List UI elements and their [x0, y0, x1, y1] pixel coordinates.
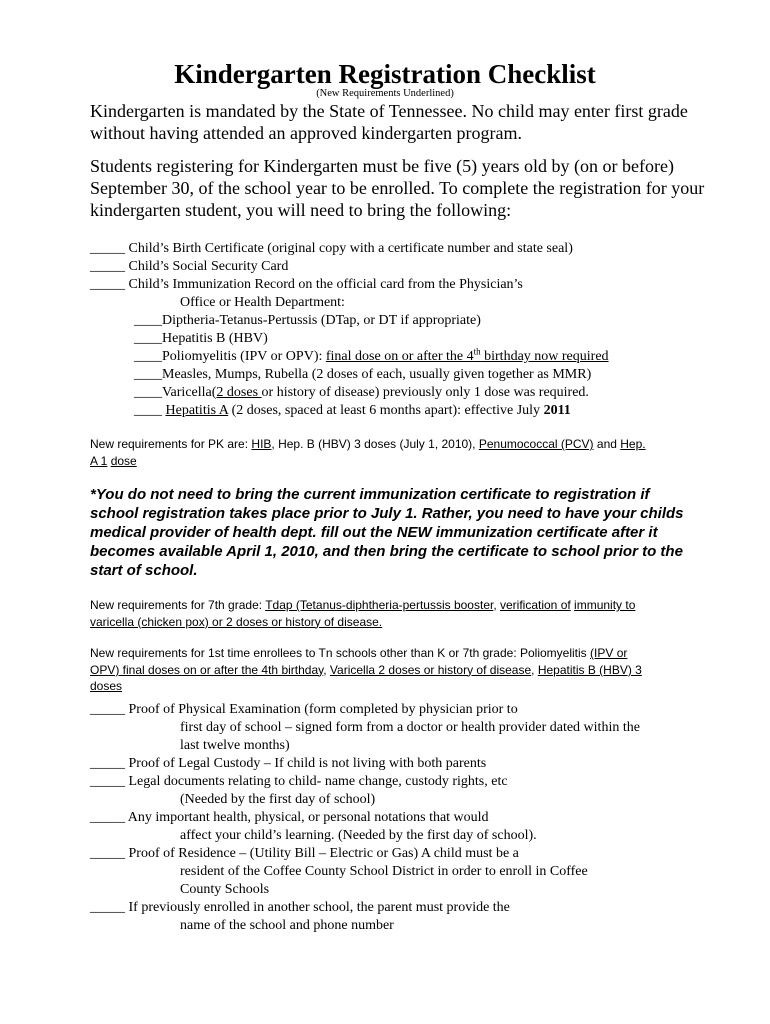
checklist-immunization: _____ Child’s Immunization Record on the official card from the Physician’s	[90, 277, 523, 292]
checklist-custody: _____ Proof of Legal Custody – If child is not living with both parents	[90, 756, 487, 771]
checklist-physical-cont: last twelve months)	[180, 738, 290, 753]
blank-line: ____	[134, 331, 162, 346]
checklist-legal-cont: (Needed by the first day of school)	[180, 792, 376, 807]
seventh-grade-requirements: New requirements for 7th grade: Tdap (Tetanus-diphtheria-pertussis booster, verification of immunity to varicella (chicken pox) or 2 doses or history of disease.	[90, 598, 636, 629]
immunization-dtap: ____Diptheria-Tetanus-Pertussis (DTap, or DT if appropriate)	[134, 313, 481, 328]
blank-line: ____	[134, 385, 162, 400]
checklist-physical: _____ Proof of Physical Examination (form completed by physician prior to	[90, 702, 518, 717]
checklist-previous-school-cont: name of the school and phone number	[180, 918, 394, 933]
blank-line: _____	[90, 241, 125, 256]
immunization-mmr: ____Measles, Mumps, Rubella (2 doses of each, usually given together as MMR)	[134, 367, 592, 382]
immunization-hepb: ____Hepatitis B (HBV)	[134, 331, 268, 346]
checklist-residence-cont: resident of the Coffee County School District in order to enroll in Coffee	[180, 864, 588, 879]
blank-line: _____	[90, 810, 125, 825]
immunization-polio: ____Poliomyelitis (IPV or OPV): final dose on or after the 4th birthday now required	[134, 346, 609, 364]
blank-line: ____	[134, 403, 162, 418]
checklist-birth-certificate: _____ Child’s Birth Certificate (original copy with a certificate number and state seal)	[90, 241, 573, 256]
blank-line: _____	[90, 756, 125, 771]
first-time-requirements: New requirements for 1st time enrollees to Tn schools other than K or 7th grade: Poliomyelitis (IPV or OPV) final doses on or after the 4th birthday, Varicella 2 doses or history of disease, Hepatitis B (HBV) 3 doses	[90, 646, 642, 693]
blank-line: ____	[134, 367, 162, 382]
blank-line: _____	[90, 900, 125, 915]
checklist-legal: _____ Legal documents relating to child- name change, custody rights, etc	[90, 774, 508, 789]
blank-line: ____	[134, 313, 162, 328]
checklist-physical-cont: first day of school – signed form from a doctor or health provider dated within the	[180, 720, 640, 735]
checklist-residence: _____ Proof of Residence – (Utility Bill – Electric or Gas) A child must be a	[90, 846, 519, 861]
page-subtitle: (New Requirements Underlined)	[316, 88, 454, 99]
students-paragraph: Students registering for Kindergarten must be five (5) years old by (on or before) September 30, of the school year to be enrolled. To complete the registration for your kindergarten student, you will need to bring the following:	[90, 156, 705, 220]
checklist-notes-cont: affect your child’s learning. (Needed by the first day of school).	[180, 828, 537, 843]
immunization-hepa: ____ Hepatitis A (2 doses, spaced at least 6 months apart): effective July 2011	[134, 403, 571, 418]
checklist-residence-cont: County Schools	[180, 882, 270, 897]
intro-paragraph: Kindergarten is mandated by the State of Tennessee. No child may enter first grade without having attended an approved kindergarten program.	[90, 101, 688, 143]
blank-line: _____	[90, 702, 125, 717]
blank-line: _____	[90, 259, 125, 274]
pk-requirements: New requirements for PK are: HIB, Hep. B (HBV) 3 doses (July 1, 2010), Penumococcal (PCV) and Hep. A 1 dose	[90, 437, 646, 468]
checklist-notes: _____ Any important health, physical, or personal notations that would	[90, 810, 489, 825]
blank-line: ____	[134, 349, 162, 364]
page-title: Kindergarten Registration Checklist	[174, 59, 596, 89]
checklist-previous-school: _____ If previously enrolled in another school, the parent must provide the	[90, 900, 510, 915]
blank-line: _____	[90, 846, 125, 861]
immunization-varicella: ____Varicella(2 doses or history of disease) previously only 1 dose was required.	[134, 385, 589, 400]
blank-line: _____	[90, 277, 125, 292]
checklist-social-security: _____ Child’s Social Security Card	[90, 259, 289, 274]
checklist-immunization-cont: Office or Health Department:	[180, 295, 345, 310]
blank-line: _____	[90, 774, 125, 789]
immunization-notice: *You do not need to bring the current immunization certificate to registration if school registration takes place prior to July 1. Rather, you need to have your childs medical provider of health dept. fill out the NEW immunization certificate after it becomes available April 1, 2010, and then bring the certificate to school prior to the start of school.	[90, 486, 684, 579]
